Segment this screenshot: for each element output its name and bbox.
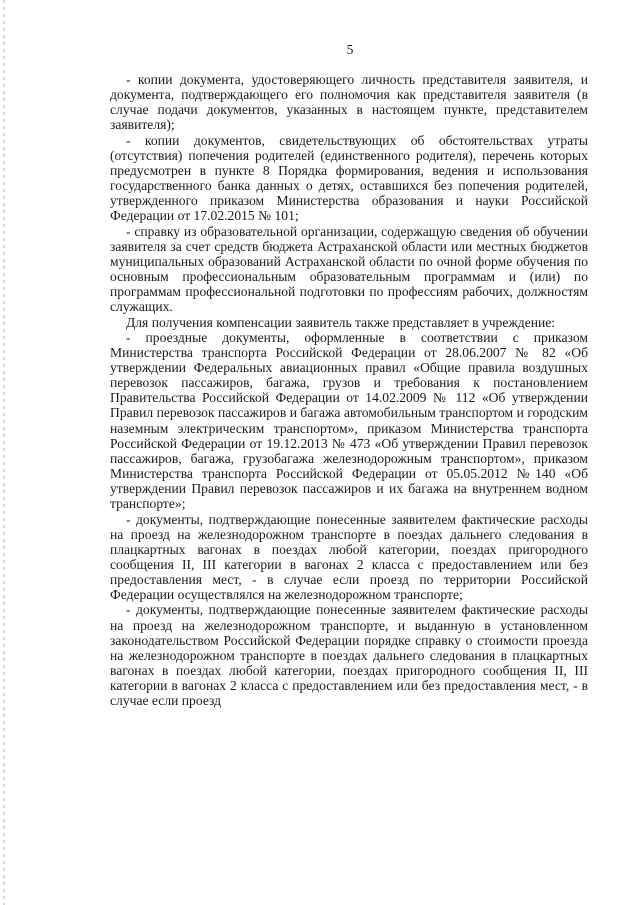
paragraph-education-certificate: - справку из образовательной организации, содержащую сведения об обучении заявителя за счет средств бюджета Астраханской области или местных бюджетов муниципальных образований Астраханской области по очной форме обучения по основным профессиональным образовательным программам и (или) по программам профессиональной подготовки по профессиям рабочих, должностям служащих. [110, 223, 588, 315]
paragraph-travel-documents: - проездные документы, оформленные в соответствии с приказом Министерства транспорта Российской Федерации от 28.06.2007 № 82 «Об утверждении Федеральных авиационных правил «Общие правила воздушных перевозок пассажиров, багажа, грузов и требования к постановлением Правительства Российской Федерации от 14.02.2009 № 112 «Об утверждении Правил перевозок пассажиров и багажа автомобильным транспортом и городским наземным электрическим транспортом», приказом Министерства транспорта Российской Федерации от 19.12.2013 № 473 «Об утверждении Правил перевозок пассажиров, багажа, грузобагажа железнодорожным транспортом», приказом Министерства транспорта Российской Федерации от 05.05.2012 №140 «Об утверждении Правил перевозок пассажиров и их багажа на внутреннем водном транспорте»; [110, 329, 588, 512]
paragraph-railway-expenses: - документы, подтверждающие понесенные заявителем фактические расходы на проезд на железнодорожном транспорте в поездах дальнего следования в плацкартных вагонах в поездах любой категории, поездах пригородного сообщения II, III категории в вагонах 2 класса с предоставлением или без предоставления мест, - в случае если проезд по территории Российской Федерации осуществлялся на железнодорожном транспорте; [110, 511, 588, 603]
paragraph-railway-cost-certificate: - документы, подтверждающие понесенные заявителем фактические расходы на проезд на железнодорожном транспорте, и выданную в установленном законодательством Российской Федерации порядке справку о стоимости проезда на железнодорожном транспорте в поездах дальнего следования в плацкартных вагонах в поездах любой категории, поездах пригородного сообщения II, III категории в вагонах 2 класса с предоставлением или без предоставления мест, - в случае если проезд [110, 602, 588, 709]
paragraph-guardianship-loss-docs: - копии документов, свидетельствующих об обстоятельствах утраты (отсутствия) попечения родителей (единственного родителя), перечень которых предусмотрен в пункте 8 Порядка формирования, ведения и использования государственного банка данных о детях, оставшихся без попечения родителей, утвержденного приказом Министерства образования и науки Российской Федерации от 17.02.2015 № 101; [110, 132, 588, 224]
paragraph-compensation-intro: Для получения компенсации заявитель также представляет в учреждение: [126, 314, 556, 330]
page-number: 5 [346, 42, 354, 57]
document-body [110, 72, 588, 709]
scan-edge-artifact [3, 0, 5, 905]
paragraph-representative-identity-docs: - копии документа, удостоверяющего личность представителя заявителя, и документа, подтверждающего его полномочия как представителя заявителя (в случае подачи документов, указанных в настоящем пункте, представителем заявителя); [110, 72, 588, 133]
